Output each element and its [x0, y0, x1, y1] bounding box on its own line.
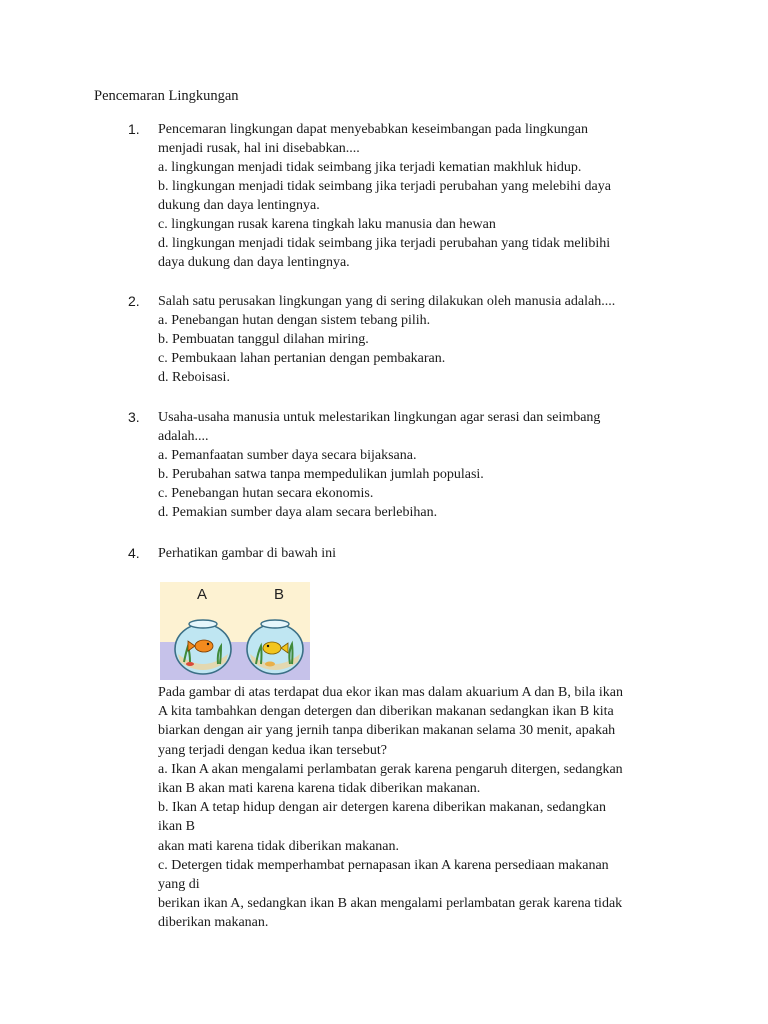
- option-b-continued: akan mati karena tidak diberikan makanan.: [158, 838, 400, 854]
- fishbowl-illustration: [160, 582, 310, 680]
- option-d-continued: daya dukung dan daya lentingnya.: [158, 255, 350, 270]
- option-c: c. Detergen tidak memperhambat pernapasan ikan A karena persediaan makanan: [158, 857, 609, 873]
- question-number: 3.: [128, 409, 140, 425]
- option-c: c. lingkungan rusak karena tingkah laku manusia dan hewan: [158, 217, 496, 232]
- option-a: a. Pemanfaatan sumber daya secara bijaksana.: [158, 448, 417, 463]
- option-c-continued: berikan ikan A, sedangkan ikan B akan mengalami perlambatan gerak karena tidak: [158, 896, 623, 912]
- bowl-a-label: A: [197, 586, 208, 603]
- question-line: Perhatikan gambar di bawah ini: [158, 546, 337, 561]
- option-d: d. lingkungan menjadi tidak seimbang jika terjadi perubahan yang tidak melibihi: [158, 236, 611, 251]
- option-b: b. Ikan A tetap hidup dengan air detergen karena diberikan makanan, sedangkan: [158, 800, 606, 816]
- option-d: d. Reboisasi.: [158, 370, 230, 385]
- question-line: Usaha-usaha manusia untuk melestarikan lingkungan agar serasi dan seimbang: [158, 410, 601, 425]
- option-d: d. Pemakian sumber daya alam secara berlebihan.: [158, 505, 438, 520]
- question-body: [158, 408, 688, 522]
- option-a: a. Penebangan hutan dengan sistem tebang pilih.: [158, 313, 431, 328]
- option-a: a. lingkungan menjadi tidak seimbang jika terjadi kematian makhluk hidup.: [158, 160, 582, 175]
- option-c: c. Pembukaan lahan pertanian dengan pembakaran.: [158, 351, 446, 366]
- option-c: c. Penebangan hutan secara ekonomis.: [158, 486, 374, 501]
- bowl-a-icon: [175, 620, 231, 674]
- question-number: 1.: [128, 121, 140, 137]
- question-line: yang terjadi dengan kedua ikan tersebut?: [158, 742, 387, 758]
- question-number: 2.: [128, 293, 140, 309]
- question-line: adalah....: [158, 429, 209, 444]
- question-line: Salah satu perusakan lingkungan yang di sering dilakukan oleh manusia adalah....: [158, 294, 616, 309]
- question-4-details: [158, 683, 718, 933]
- option-b: b. Perubahan satwa tanpa mempedulikan jumlah populasi.: [158, 467, 484, 482]
- document-title: Pencemaran Lingkungan: [94, 88, 239, 104]
- question-line: Pencemaran lingkungan dapat menyebabkan keseimbangan pada lingkungan: [158, 122, 588, 137]
- question-number: 4.: [128, 545, 140, 561]
- option-b: b. Pembuatan tanggul dilahan miring.: [158, 332, 369, 347]
- option-b-continued: dukung dan daya lentingnya.: [158, 198, 320, 213]
- option-b-continued: ikan B: [158, 819, 195, 835]
- question-body: [158, 292, 688, 387]
- question-body: [158, 544, 688, 563]
- question-line: A kita tambahkan dengan detergen dan diberikan makanan sedangkan ikan B kita: [158, 704, 614, 720]
- option-b: b. lingkungan menjadi tidak seimbang jika terjadi perubahan yang melebihi daya: [158, 179, 611, 194]
- bowl-b-label: B: [274, 586, 285, 603]
- option-a: a. Ikan A akan mengalami perlambatan gerak karena pengaruh ditergen, sedangkan: [158, 761, 623, 777]
- option-c-continued: diberikan makanan.: [158, 915, 269, 931]
- question-line: menjadi rusak, hal ini disebabkan....: [158, 141, 360, 156]
- question-body: [158, 120, 688, 272]
- option-a-continued: ikan B akan mati karena karena tidak diberikan makanan.: [158, 781, 481, 797]
- fishbowls-drawing: [160, 582, 310, 680]
- question-line: Pada gambar di atas terdapat dua ekor ikan mas dalam akuarium A dan B, bila ikan: [158, 685, 623, 700]
- option-c-continued: yang di: [158, 877, 200, 893]
- bowl-b-icon: [247, 620, 303, 674]
- question-line: biarkan dengan air yang jernih tanpa diberikan makanan selama 30 menit, apakah: [158, 723, 616, 739]
